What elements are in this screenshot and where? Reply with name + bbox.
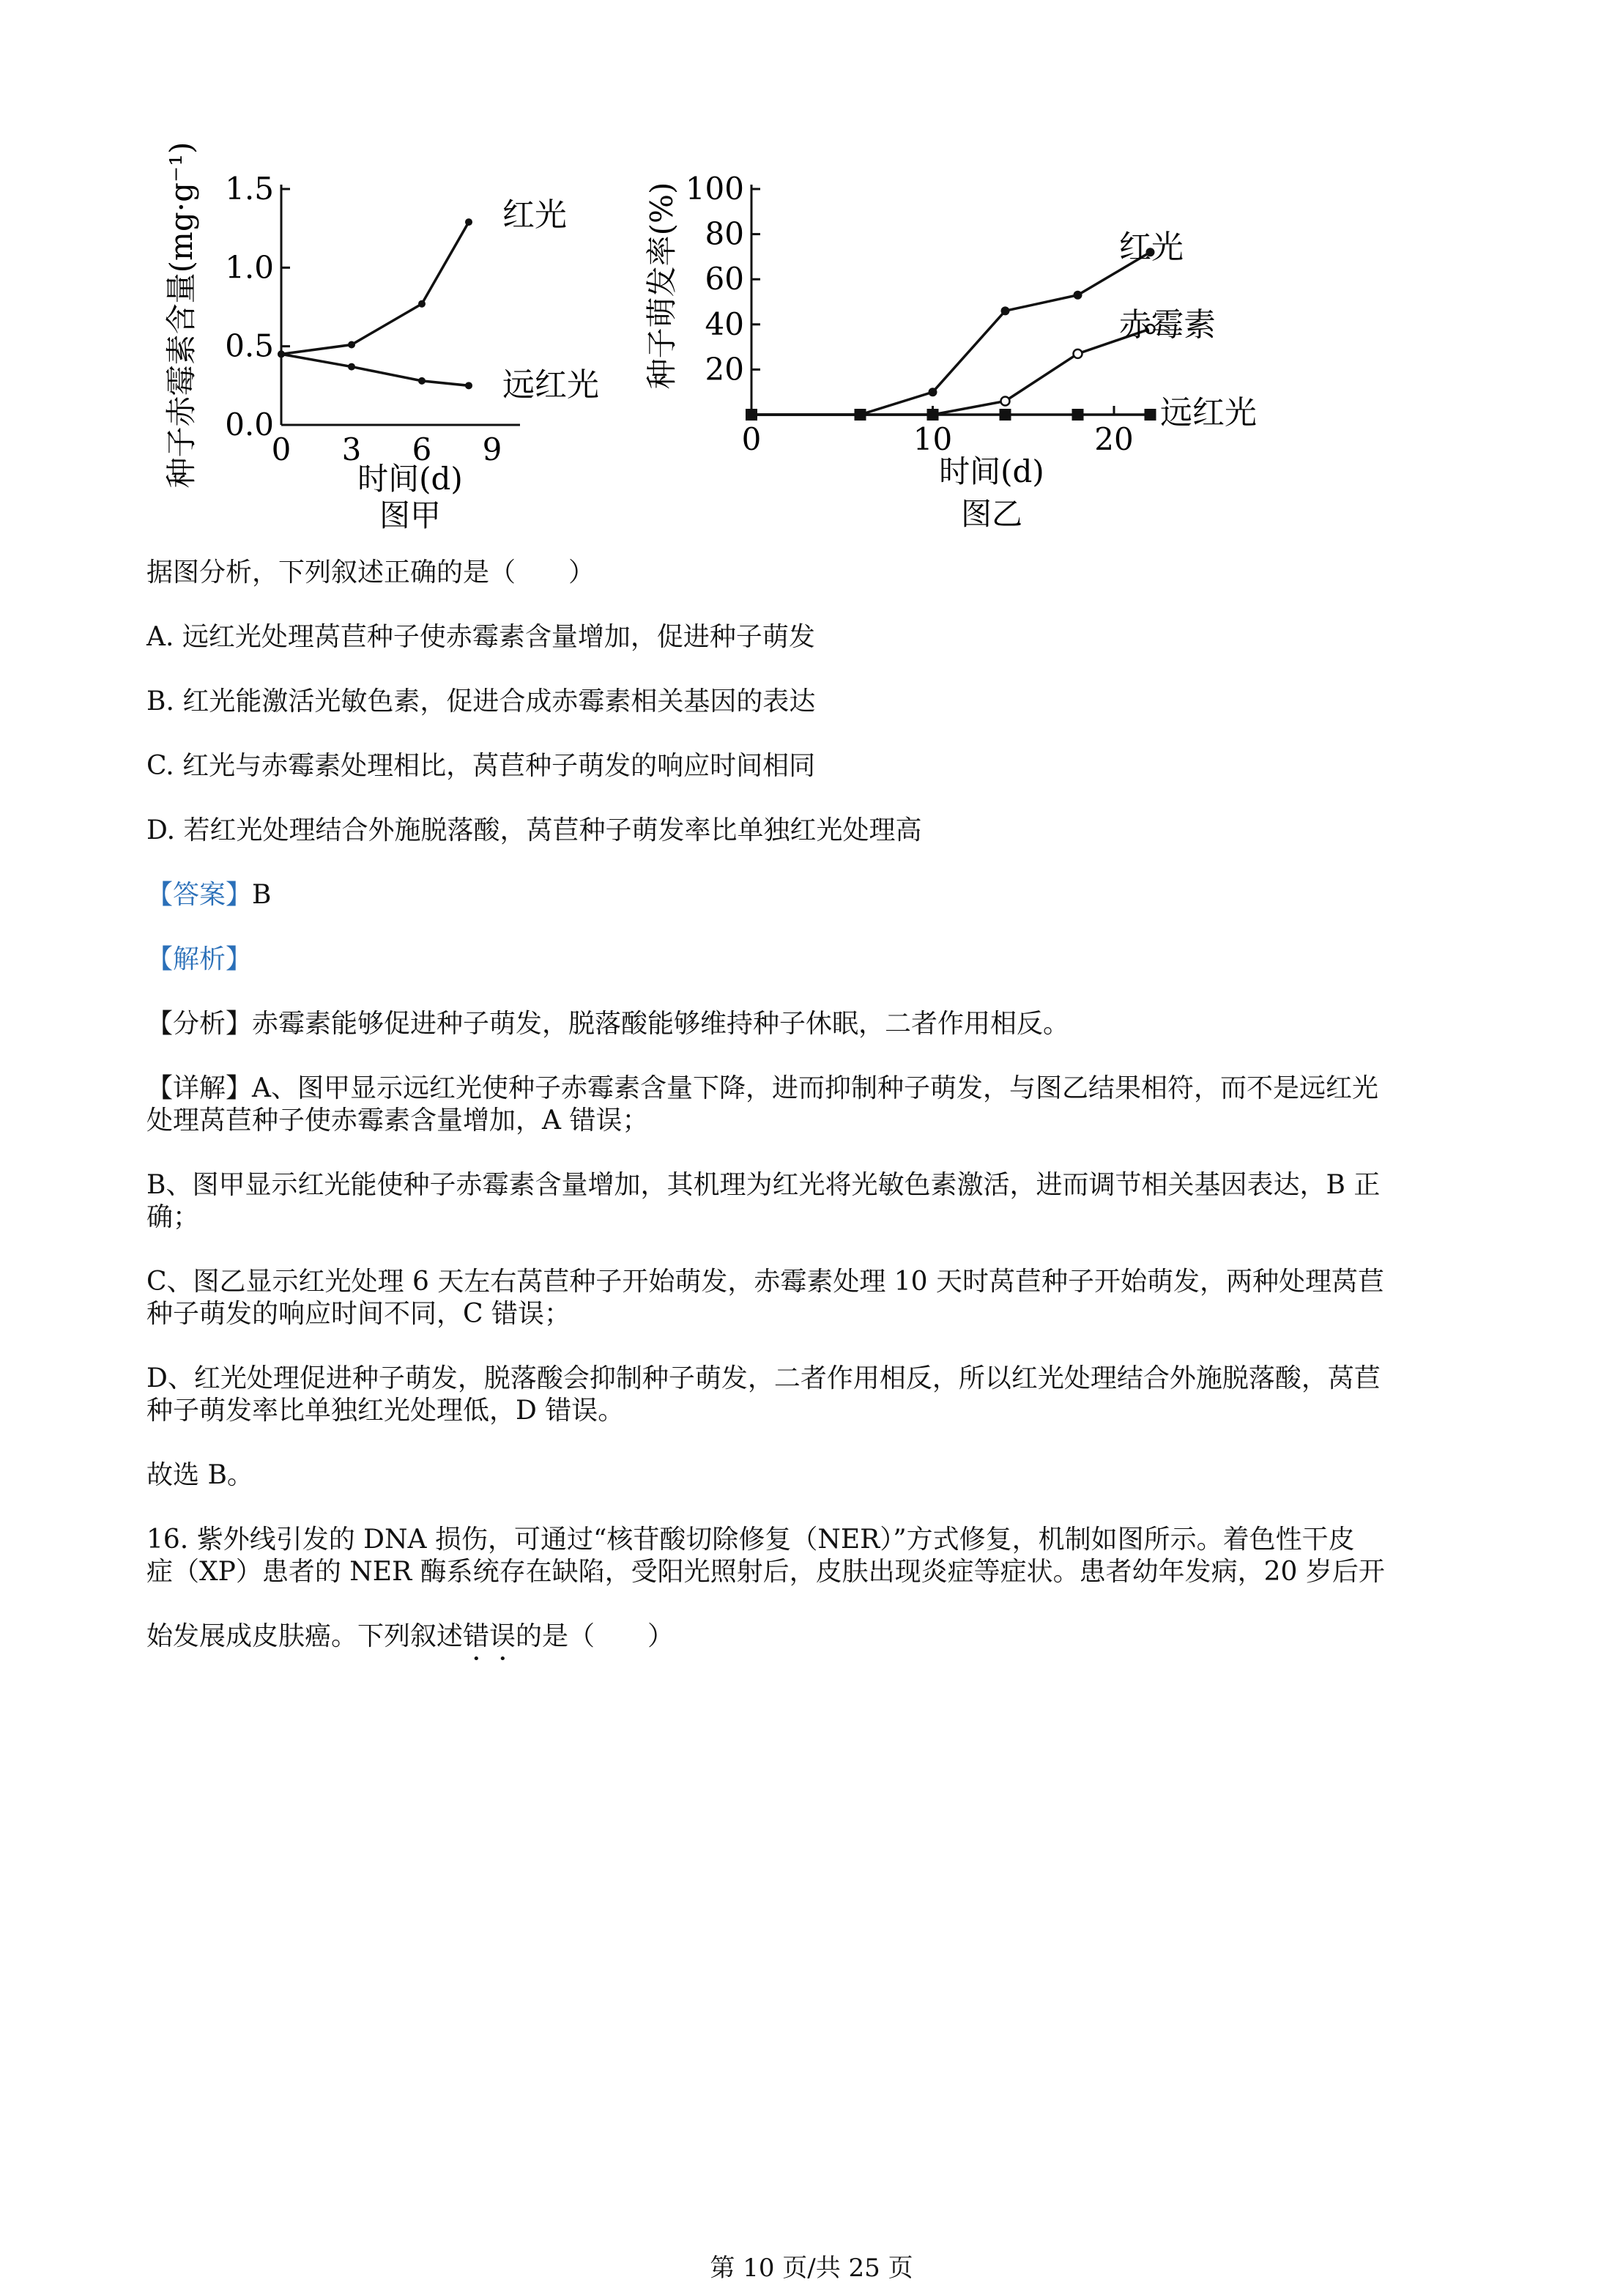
detail-c-line2: 种子萌发的响应时间不同，C 错误； bbox=[146, 1299, 571, 1329]
chart-jia-series-line bbox=[281, 222, 469, 354]
chart-yi-x-tick-label: 0 bbox=[741, 421, 762, 457]
chart-jia-ylabel: 种子赤霉素含量(mg·g⁻¹) bbox=[163, 141, 199, 489]
q16-line2: 症（XP）患者的 NER 酶系统存在缺陷，受阳光照射后，皮肤出现炎症等症状。患者幼年发病，20 岁后开 bbox=[146, 1557, 1385, 1587]
chart-yi-point bbox=[1145, 409, 1156, 421]
question-stem: 据图分析，下列叙述正确的是（ ） bbox=[146, 558, 595, 588]
chart-yi-point bbox=[1074, 291, 1082, 300]
analysis-heading bbox=[146, 944, 1479, 976]
analysis-text: 赤霉素能够促进种子萌发，脱落酸能够维持种子休眠，二者作用相反。 bbox=[252, 1009, 1070, 1039]
question-content bbox=[146, 557, 1479, 1667]
chart-yi-point bbox=[1000, 409, 1011, 421]
chart-jia-x-tick-label: 0 bbox=[271, 432, 291, 467]
option-d: D. 若红光处理结合外施脱落酸，莴苣种子萌发率比单独红光处理高 bbox=[146, 815, 922, 845]
chart-jia-xlabel: 时间(d) bbox=[357, 461, 463, 497]
chart-jia-point bbox=[418, 377, 426, 385]
chart-yi-x-tick-label: 10 bbox=[913, 421, 953, 457]
figures bbox=[0, 0, 1623, 557]
detail-d-line2: 种子萌发率比单独红光处理低，D 错误。 bbox=[146, 1396, 625, 1426]
chart-jia-axes bbox=[225, 171, 520, 467]
chart-yi-caption: 图乙 bbox=[960, 496, 1023, 532]
chart-yi-point bbox=[1074, 349, 1082, 358]
chart-yi-y-tick-label: 100 bbox=[685, 171, 744, 207]
chart-yi-series-line bbox=[751, 252, 1151, 415]
chart-yi bbox=[644, 171, 1257, 532]
q16-line1: 16. 紫外线引发的 DNA 损伤，可通过“核苷酸切除修复（NER）”方式修复，机制如图所示。着色性干皮 bbox=[146, 1525, 1355, 1555]
chart-yi-series-label: 赤霉素 bbox=[1119, 306, 1216, 344]
detail-conclusion: 故选 B。 bbox=[146, 1460, 253, 1490]
chart-jia-x-tick-label: 9 bbox=[482, 432, 502, 467]
q16-line3-post: 的是（ ） bbox=[516, 1621, 675, 1651]
option-a: A. 远红光处理莴苣种子使赤霉素含量增加，促进种子萌发 bbox=[146, 622, 815, 652]
chart-jia-series-label: 红光 bbox=[502, 196, 567, 234]
chart-yi-point bbox=[929, 388, 937, 396]
q16-line3-pre: 始发展成皮肤癌。下列叙述 bbox=[146, 1621, 464, 1651]
chart-yi-series-label: 红光 bbox=[1119, 229, 1184, 266]
chart-yi-ylabel: 种子萌发率(%) bbox=[644, 182, 680, 390]
chart-yi-point bbox=[1001, 397, 1010, 406]
chart-jia-point bbox=[418, 300, 426, 308]
page-footer: 第 10 页/共 25 页 bbox=[710, 2254, 913, 2283]
chart-yi-point bbox=[855, 409, 866, 421]
chart-jia bbox=[163, 142, 599, 533]
chart-jia-point bbox=[465, 218, 472, 226]
detail-d-line1: D、红光处理促进种子萌发，脱落酸会抑制种子萌发，二者作用相反，所以红光处理结合外施脱落酸，莴苣 bbox=[146, 1363, 1381, 1393]
chart-yi-point bbox=[1072, 409, 1084, 421]
chart-yi-point bbox=[746, 409, 757, 421]
chart-jia-x-tick-label: 3 bbox=[341, 432, 362, 467]
answer-value: B bbox=[252, 880, 272, 910]
chart-jia-x-tick-label: 6 bbox=[412, 432, 432, 467]
chart-jia-point bbox=[465, 382, 472, 389]
chart-jia-caption: 图甲 bbox=[379, 497, 442, 533]
chart-yi-y-tick-label: 60 bbox=[705, 261, 744, 297]
chart-jia-y-tick-label: 0.0 bbox=[225, 407, 274, 442]
chart-yi-series-1 bbox=[747, 229, 1184, 419]
detail-b-line1: B、图甲显示红光能使种子赤霉素含量增加，其机理为红光将光敏色素激活，进而调节相关基因表达，B 正 bbox=[146, 1170, 1381, 1200]
detail-a-line2: 处理莴苣种子使赤霉素含量增加，A 错误； bbox=[146, 1106, 649, 1136]
chart-jia-series-2 bbox=[278, 350, 599, 404]
chart-yi-y-tick-label: 80 bbox=[705, 215, 744, 252]
analysis-tag: 【解析】 bbox=[146, 944, 253, 974]
detail-tag: 【详解】 bbox=[146, 1073, 253, 1103]
q16-line3 bbox=[146, 1621, 1479, 1667]
chart-yi-x-tick-label: 20 bbox=[1094, 421, 1134, 457]
detail-b-line2: 确； bbox=[146, 1202, 200, 1232]
chart-yi-series-2 bbox=[747, 306, 1216, 419]
chart-jia-point bbox=[348, 341, 355, 349]
chart-jia-y-tick-label: 1.5 bbox=[225, 171, 274, 207]
chart-jia-series-1 bbox=[278, 196, 567, 358]
chart-jia-y-tick-label: 0.5 bbox=[225, 327, 274, 364]
chart-yi-point bbox=[927, 409, 939, 421]
analysis-subtag: 【分析】 bbox=[146, 1009, 253, 1039]
chart-yi-point bbox=[1001, 306, 1010, 315]
chart-jia-point bbox=[348, 363, 355, 371]
answer-line bbox=[146, 879, 1479, 911]
detail-a-line1 bbox=[146, 1073, 1479, 1105]
chart-jia-series-line bbox=[281, 354, 469, 385]
analysis-line bbox=[146, 1008, 1479, 1040]
detail-c-line1: C、图乙显示红光处理 6 天左右莴苣种子开始萌发，赤霉素处理 10 天时莴苣种子开始萌发，两种处理莴苣 bbox=[146, 1267, 1385, 1297]
chart-yi-series-label: 远红光 bbox=[1160, 394, 1257, 432]
chart-jia-point bbox=[278, 350, 285, 358]
chart-yi-y-tick-label: 20 bbox=[705, 351, 744, 388]
option-b: B. 红光能激活光敏色素，促进合成赤霉素相关基因的表达 bbox=[146, 686, 816, 716]
answer-tag: 【答案】 bbox=[146, 880, 253, 910]
chart-yi-xlabel: 时间(d) bbox=[939, 453, 1044, 489]
option-c: C. 红光与赤霉素处理相比，莴苣种子萌发的响应时间相同 bbox=[146, 751, 816, 781]
q16-emphasis: 错误 bbox=[463, 1621, 516, 1651]
chart-yi-y-tick-label: 40 bbox=[705, 305, 744, 342]
detail-a-text: A、图甲显示远红光使种子赤霉素含量下降，进而抑制种子萌发，与图乙结果相符，而不是远红光 bbox=[252, 1073, 1379, 1103]
chart-jia-y-tick-label: 1.0 bbox=[225, 249, 274, 286]
chart-jia-series-label: 远红光 bbox=[502, 366, 599, 404]
figure-charts bbox=[0, 0, 1623, 557]
